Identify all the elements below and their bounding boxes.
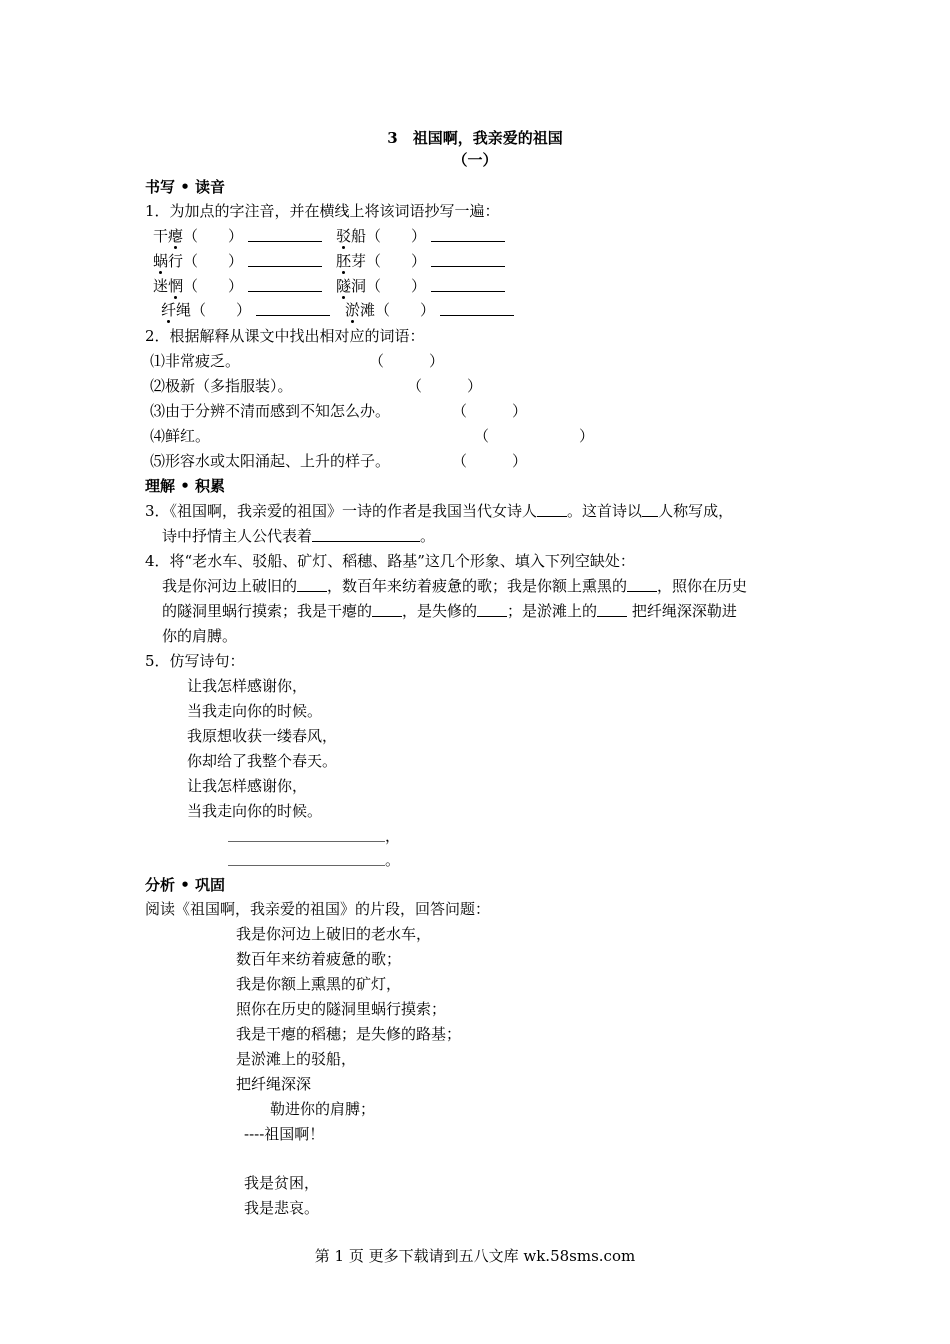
question-4-line: 你的肩膊。 — [162, 627, 238, 645]
imitation-line — [228, 826, 400, 846]
excerpt-line: 我是干瘪的稻穗；是失修的路基； — [236, 1025, 462, 1043]
pinyin-paren: （ ） — [375, 301, 436, 319]
definition-item: ⑷鲜红。 — [150, 427, 211, 445]
poem-line: 让我怎样感谢你， — [187, 677, 308, 695]
pinyin-paren: （ ） — [366, 277, 427, 295]
fill-text: ，是失修的 — [402, 602, 478, 620]
word-char: 迷 — [153, 277, 169, 295]
word-item — [336, 276, 505, 296]
answer-line[interactable] — [312, 526, 420, 542]
answer-blank[interactable]: （ ） — [407, 377, 483, 395]
pinyin-paren: （ ） — [191, 301, 252, 319]
imitation-line — [228, 850, 400, 870]
pinyin-paren: （ ） — [366, 227, 427, 245]
fill-text: 把纤绳深深勒进 — [631, 602, 737, 620]
answer-line[interactable] — [431, 276, 505, 292]
page-title: 3 祖国啊，我亲爱的祖国 — [387, 129, 563, 147]
word-char: 干 — [153, 227, 169, 245]
answer-line[interactable] — [431, 226, 505, 242]
pinyin-paren: （ ） — [183, 227, 244, 245]
word-item — [153, 226, 322, 246]
excerpt-line: 我是你河边上破旧的老水车， — [236, 925, 432, 943]
dotted-char: 瘪 — [168, 227, 184, 245]
answer-line[interactable] — [597, 601, 627, 617]
answer-line[interactable] — [440, 300, 514, 316]
word-char: 行 — [168, 252, 184, 270]
answer-blank[interactable]: （ ） — [452, 452, 528, 470]
answer-blank[interactable]: （ ） — [452, 402, 528, 420]
dotted-char: 惘 — [168, 277, 184, 295]
poem-line: 我原想收获一缕春风， — [187, 727, 338, 745]
page-footer: 第 1 页 更多下载请到五八文库 wk.58sms.com — [314, 1247, 636, 1265]
word-item — [336, 251, 505, 271]
question-3-text: 人称写成， — [658, 502, 734, 520]
poem-line: 当我走向你的时候。 — [187, 702, 323, 720]
excerpt-line: 我是悲哀。 — [244, 1199, 320, 1217]
word-item — [345, 300, 514, 320]
question-4-prompt: 4．将“老水车、驳船、矿灯、稻穗、路基”这几个形象、填入下列空缺处： — [145, 552, 635, 570]
word-item — [153, 251, 322, 271]
punct: ， — [385, 827, 401, 845]
question-3-line — [162, 526, 435, 546]
word-char: 绳 — [176, 301, 192, 319]
poem-line: 当我走向你的时候。 — [187, 802, 323, 820]
dotted-char: 蜗 — [153, 252, 169, 270]
fill-text: 的隧洞里蜗行摸索；我是干瘪的 — [162, 602, 373, 620]
excerpt-line: 我是你额上熏黑的矿灯， — [236, 975, 402, 993]
dotted-char: 隧 — [336, 277, 352, 295]
answer-line[interactable] — [248, 276, 322, 292]
section-heading-analysis: 分析 • 巩固 — [145, 876, 226, 894]
excerpt-line: 是淤滩上的驳船， — [236, 1050, 357, 1068]
question-5-prompt: 5．仿写诗句： — [145, 652, 245, 670]
fill-text: 我是你河边上破旧的 — [162, 577, 298, 595]
dotted-char: 纤 — [161, 301, 177, 319]
answer-line[interactable] — [537, 501, 567, 517]
question-3-line — [145, 501, 733, 521]
answer-line[interactable] — [297, 576, 327, 592]
word-char: 芽 — [351, 252, 367, 270]
fill-text: ；是淤滩上的 — [507, 602, 598, 620]
excerpt-line: 数百年来纺着疲惫的歌； — [236, 950, 402, 968]
excerpt-dash-line: ----祖国啊！ — [244, 1125, 325, 1143]
fill-text: ，数百年来纺着疲惫的歌；我是你额上熏黑的 — [327, 577, 628, 595]
dotted-char: 驳 — [336, 227, 352, 245]
definition-item: ⑴非常疲乏。 — [150, 352, 241, 370]
reading-intro: 阅读《祖国啊，我亲爱的祖国》的片段，回答问题： — [145, 900, 491, 918]
poem-line: 让我怎样感谢你， — [187, 777, 308, 795]
excerpt-line: 我是贫困， — [244, 1174, 320, 1192]
answer-line[interactable] — [431, 251, 505, 267]
answer-line[interactable] — [256, 300, 330, 316]
section-heading-understanding: 理解 • 积累 — [145, 477, 226, 495]
word-item — [161, 300, 330, 320]
question-4-line — [162, 601, 737, 621]
dotted-char: 淤 — [345, 301, 361, 319]
question-1-prompt: 1．为加点的字注音，并在横线上将该词语抄写一遍： — [145, 202, 500, 220]
excerpt-line-indented: 勒进你的肩膊； — [270, 1100, 376, 1118]
definition-item: ⑶由于分辨不清而感到不知怎么办。 — [150, 402, 391, 420]
word-char: 滩 — [360, 301, 376, 319]
excerpt-line: 把纤绳深深 — [236, 1075, 312, 1093]
answer-blank[interactable]: （ ） — [369, 352, 445, 370]
word-char: 船 — [351, 227, 367, 245]
punct: 。 — [385, 851, 401, 869]
question-3-text: 诗中抒情主人公代表着 — [162, 527, 313, 545]
poem-line: 你却给了我整个春天。 — [187, 752, 338, 770]
section-heading-writing: 书写 • 读音 — [145, 178, 226, 196]
definition-item: ⑵极新（多指服装）。 — [150, 377, 293, 395]
answer-line[interactable] — [228, 826, 385, 842]
question-4-line — [162, 576, 747, 596]
fill-text: ，照你在历史 — [657, 577, 748, 595]
pinyin-paren: （ ） — [366, 252, 427, 270]
answer-blank[interactable]: （ ） — [474, 427, 595, 445]
question-3-text: 。 — [420, 527, 436, 545]
pinyin-paren: （ ） — [183, 252, 244, 270]
word-item — [153, 276, 322, 296]
question-3-text: 。这首诗以 — [567, 502, 643, 520]
answer-line[interactable] — [627, 576, 657, 592]
answer-line[interactable] — [477, 601, 507, 617]
answer-line[interactable] — [228, 850, 385, 866]
question-2-prompt: 2．根据解释从课文中找出相对应的词语： — [145, 327, 425, 345]
answer-line[interactable] — [642, 501, 658, 517]
word-item — [336, 226, 505, 246]
dotted-char: 胚 — [336, 252, 352, 270]
pinyin-paren: （ ） — [183, 277, 244, 295]
word-char: 洞 — [351, 277, 367, 295]
excerpt-line: 照你在历史的隧洞里蜗行摸索； — [236, 1000, 447, 1018]
answer-line[interactable] — [372, 601, 402, 617]
question-3-text: 3．《祖国啊，我亲爱的祖国》一诗的作者是我国当代女诗人 — [145, 502, 538, 520]
definition-item: ⑸形容水或太阳涌起、上升的样子。 — [150, 452, 391, 470]
answer-line[interactable] — [248, 226, 322, 242]
answer-line[interactable] — [248, 251, 322, 267]
page-subtitle: （一） — [452, 151, 498, 169]
